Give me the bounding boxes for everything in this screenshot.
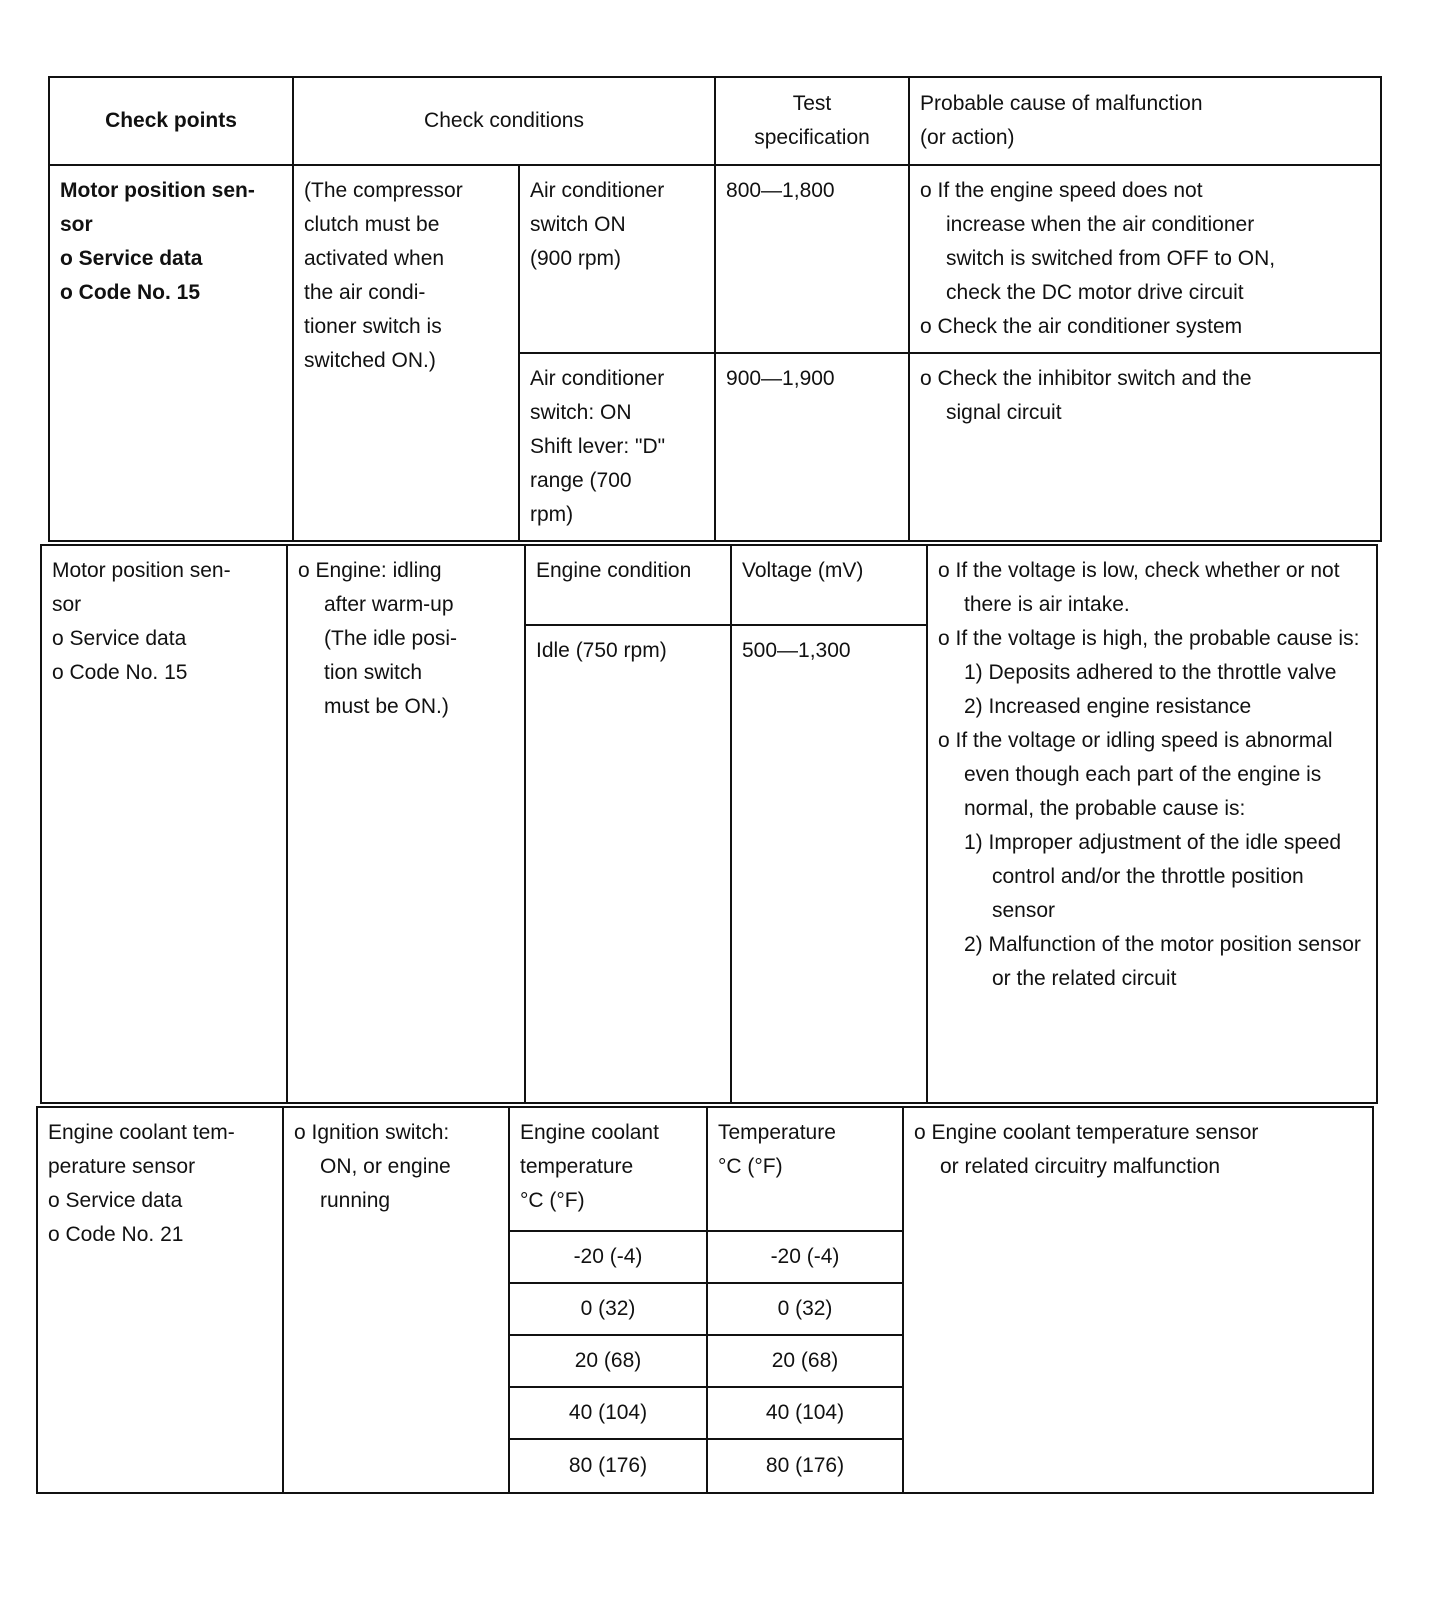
header-test-specification: Test specification bbox=[715, 77, 909, 165]
coolant-temp-value: 40 (104) bbox=[509, 1387, 707, 1439]
header-check-conditions: Check conditions bbox=[293, 77, 715, 165]
inspection-table-section-3 bbox=[36, 1106, 1374, 1494]
check-condition-cell: (The compressor clutch must be activated when the air condi- tioner switch is switched ON.) bbox=[293, 165, 519, 541]
coolant-temp-value: 20 (68) bbox=[509, 1335, 707, 1387]
temperature-value: 80 (176) bbox=[707, 1439, 903, 1493]
check-condition-cell: o Engine: idling after warm-up (The idle posi- tion switch must be ON.) bbox=[287, 545, 525, 1103]
inspection-table-section-1 bbox=[48, 76, 1382, 542]
temperature-value: 20 (68) bbox=[707, 1335, 903, 1387]
check-point-cell: Motor position sen- sor o Service data o Code No. 15 bbox=[41, 545, 287, 1103]
header-row bbox=[49, 77, 1381, 165]
table-row bbox=[41, 545, 1377, 625]
temperature-value: 40 (104) bbox=[707, 1387, 903, 1439]
probable-cause-cell: o Engine coolant temperature sensor or related circuitry malfunction bbox=[903, 1107, 1373, 1493]
check-condition-cell: o Ignition switch: ON, or engine running bbox=[283, 1107, 509, 1493]
coolant-temp-value: -20 (-4) bbox=[509, 1231, 707, 1283]
check-point-cell: Motor position sen- sor o Service data o Code No. 15 bbox=[49, 165, 293, 541]
probable-cause-cell: o If the engine speed does not increase when the air conditioner switch is switched from OFF to ON, check the DC motor drive circuit o Check the air conditioner system bbox=[909, 165, 1381, 353]
coolant-temp-value: 80 (176) bbox=[509, 1439, 707, 1493]
coolant-temp-value: 0 (32) bbox=[509, 1283, 707, 1335]
header-probable-cause: Probable cause of malfunction (or action) bbox=[909, 77, 1381, 165]
header-check-points: Check points bbox=[49, 77, 293, 165]
test-spec-cell: 800—1,800 bbox=[715, 165, 909, 353]
column-header-voltage: Voltage (mV) bbox=[731, 545, 927, 625]
column-header-temperature: Temperature °C (°F) bbox=[707, 1107, 903, 1231]
sub-condition-cell: Air conditioner switch ON (900 rpm) bbox=[519, 165, 715, 353]
temperature-value: -20 (-4) bbox=[707, 1231, 903, 1283]
column-header-engine-coolant-temperature: Engine coolant temperature °C (°F) bbox=[509, 1107, 707, 1231]
sub-condition-cell: Air conditioner switch: ON Shift lever: "D" range (700 rpm) bbox=[519, 353, 715, 541]
engine-condition-value: Idle (750 rpm) bbox=[525, 625, 731, 1103]
probable-cause-cell: o If the voltage is low, check whether or not there is air intake. o If the voltage is high, the probable cause is: 1) Deposits adhered to the throttle valve 2) Increased engine resistance o If the voltage or idling speed is abnormal even though each part of the engine is normal, the probable cause is: 1) Improper adjustment of the idle speed control and/or the throttle position sensor 2) Malfunction of the motor position sensor or the related circuit bbox=[927, 545, 1377, 1103]
voltage-value: 500—1,300 bbox=[731, 625, 927, 1103]
check-point-cell: Engine coolant tem- perature sensor o Service data o Code No. 21 bbox=[37, 1107, 283, 1493]
inspection-table-section-2 bbox=[40, 544, 1378, 1104]
table-row bbox=[37, 1107, 1373, 1231]
table-row bbox=[49, 165, 1381, 353]
probable-cause-cell: o Check the inhibitor switch and the signal circuit bbox=[909, 353, 1381, 541]
temperature-value: 0 (32) bbox=[707, 1283, 903, 1335]
column-header-engine-condition: Engine condition bbox=[525, 545, 731, 625]
test-spec-cell: 900—1,900 bbox=[715, 353, 909, 541]
